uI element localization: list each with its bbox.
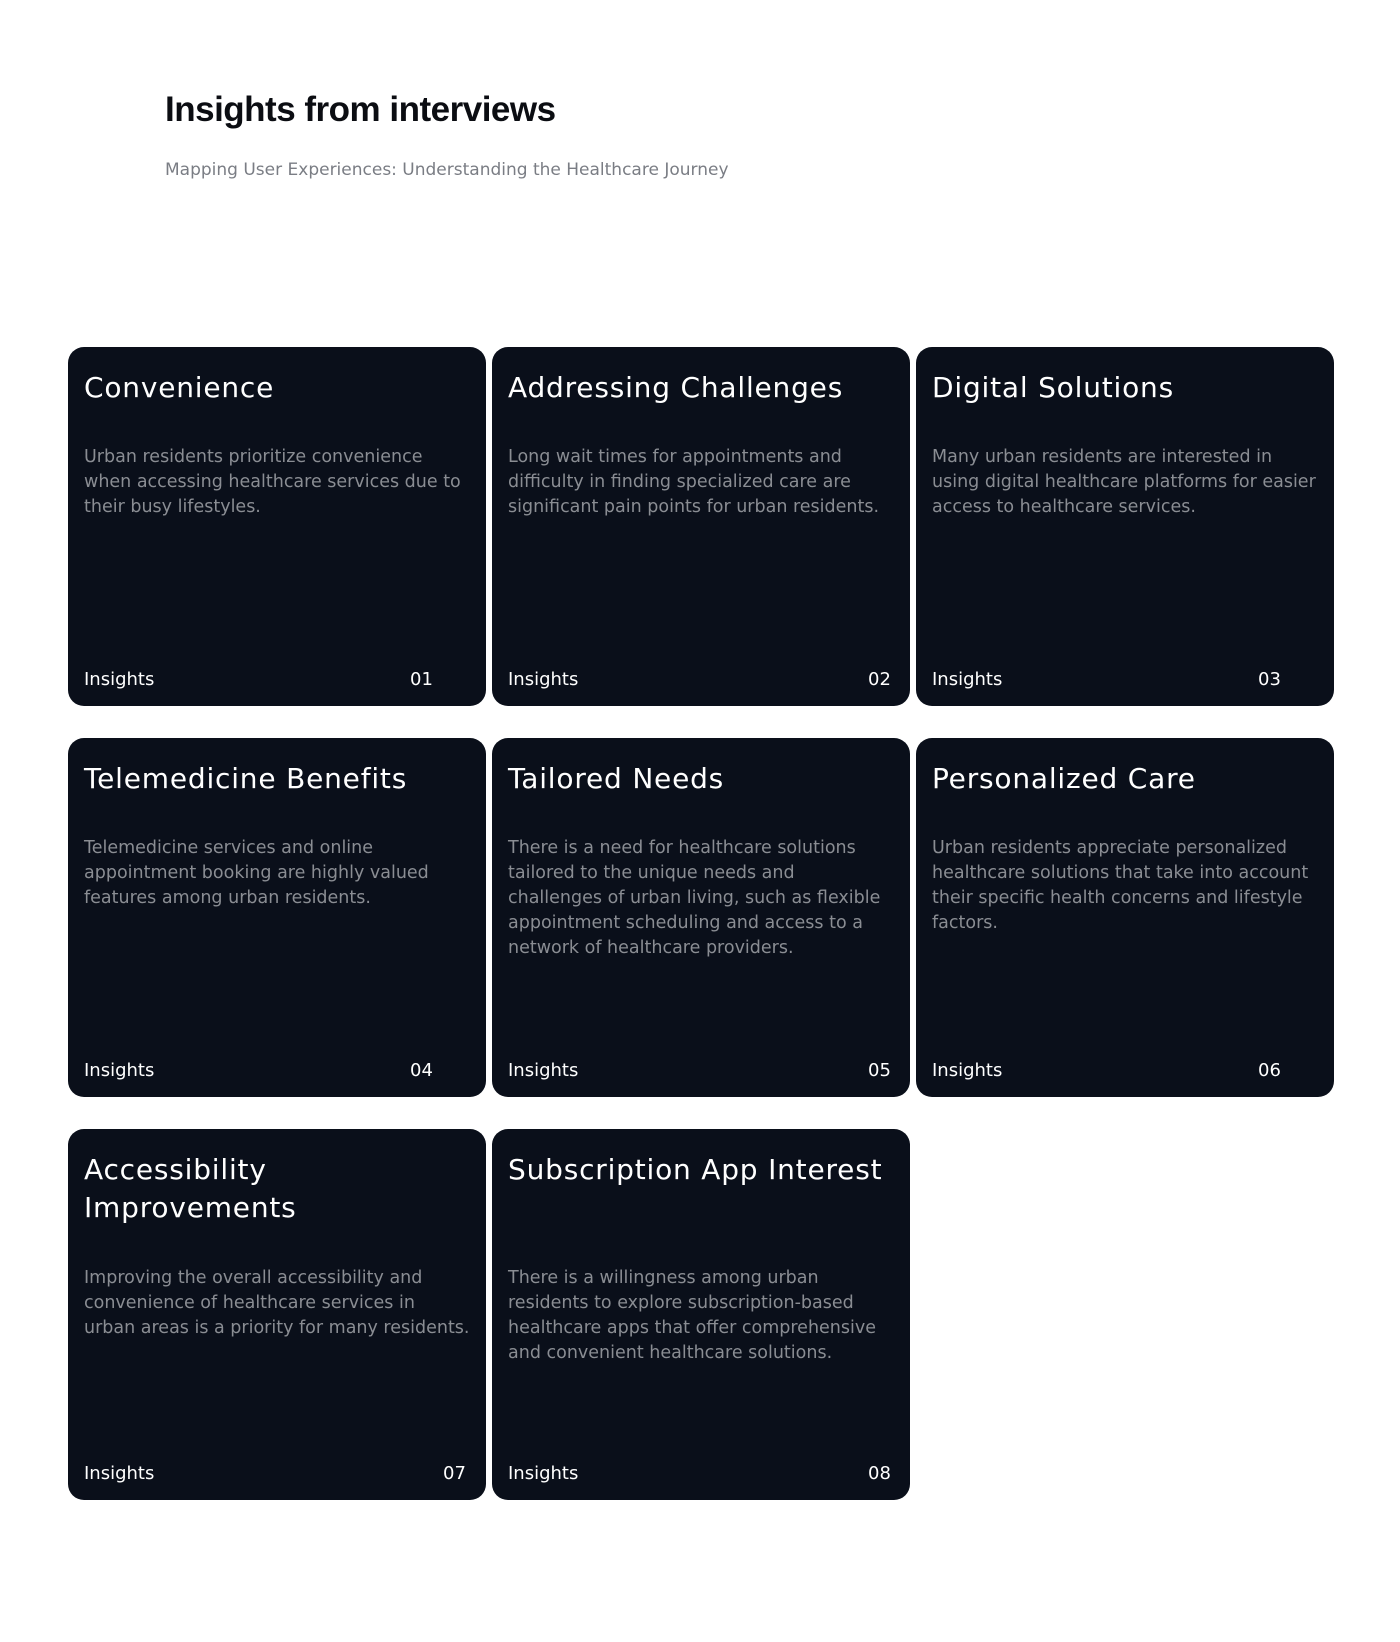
card-number: 04 — [410, 1060, 433, 1081]
card-description: Many urban residents are interested in using digital healthcare platforms for easier access to healthcare services. — [932, 447, 1316, 517]
card-footer-label: Insights — [508, 1463, 579, 1484]
card-title: Subscription App Interest — [508, 1153, 883, 1186]
card-description: Telemedicine services and online appointment booking are highly valued features among urban residents. — [84, 838, 429, 908]
insight-card-personalized-care[interactable] — [916, 738, 1334, 1097]
insight-card-telemedicine-benefits[interactable] — [68, 738, 486, 1097]
card-number: 08 — [868, 1463, 891, 1484]
card-footer-label: Insights — [84, 669, 155, 690]
insight-card-digital-solutions[interactable] — [916, 347, 1334, 706]
card-footer-label: Insights — [84, 1060, 155, 1081]
card-number: 02 — [868, 669, 891, 690]
card-footer-label: Insights — [84, 1463, 155, 1484]
insight-card-tailored-needs[interactable] — [492, 738, 910, 1097]
page-header — [165, 86, 729, 182]
card-title: Telemedicine Benefits — [84, 762, 408, 795]
card-number: 03 — [1258, 669, 1281, 690]
card-number: 07 — [443, 1463, 466, 1484]
card-title: Personalized Care — [932, 762, 1196, 795]
card-description: Long wait times for appointments and difficulty in finding specialized care are significant pain points for urban residents. — [508, 447, 880, 517]
card-description: There is a willingness among urban residents to explore subscription-based healthcare apps that offer comprehensive and convenient healthcare solutions. — [508, 1268, 877, 1363]
insight-card-addressing-challenges[interactable] — [492, 347, 910, 706]
card-number: 05 — [868, 1060, 891, 1081]
card-footer-label: Insights — [508, 1060, 579, 1081]
card-title: Digital Solutions — [932, 371, 1174, 404]
card-footer-label: Insights — [932, 1060, 1003, 1081]
card-description: There is a need for healthcare solutions tailored to the unique needs and challenges of urban living, such as flexible appointment scheduling and access to a network of healthcare providers. — [508, 838, 881, 958]
card-title: Accessibility Improvements — [84, 1153, 297, 1224]
card-title: Tailored Needs — [508, 762, 725, 795]
card-footer-label: Insights — [508, 669, 579, 690]
insight-card-subscription-app-interest[interactable] — [492, 1129, 910, 1500]
card-description: Improving the overall accessibility and convenience of healthcare services in urban areas is a priority for many residents. — [84, 1268, 470, 1338]
page-subtitle: Mapping User Experiences: Understanding the Healthcare Journey — [165, 160, 729, 180]
insight-card-accessibility-improvements[interactable] — [68, 1129, 486, 1500]
card-number: 06 — [1258, 1060, 1281, 1081]
insight-card-convenience[interactable] — [68, 347, 486, 706]
card-description: Urban residents appreciate personalized healthcare solutions that take into account their specific health concerns and lifestyle factors. — [932, 838, 1309, 933]
page-title: Insights from interviews — [165, 90, 556, 129]
card-footer-label: Insights — [932, 669, 1003, 690]
card-title: Addressing Challenges — [508, 371, 844, 404]
card-number: 01 — [410, 669, 433, 690]
card-description: Urban residents prioritize convenience when accessing healthcare services due to their busy lifestyles. — [84, 447, 461, 517]
card-title: Convenience — [84, 371, 275, 404]
